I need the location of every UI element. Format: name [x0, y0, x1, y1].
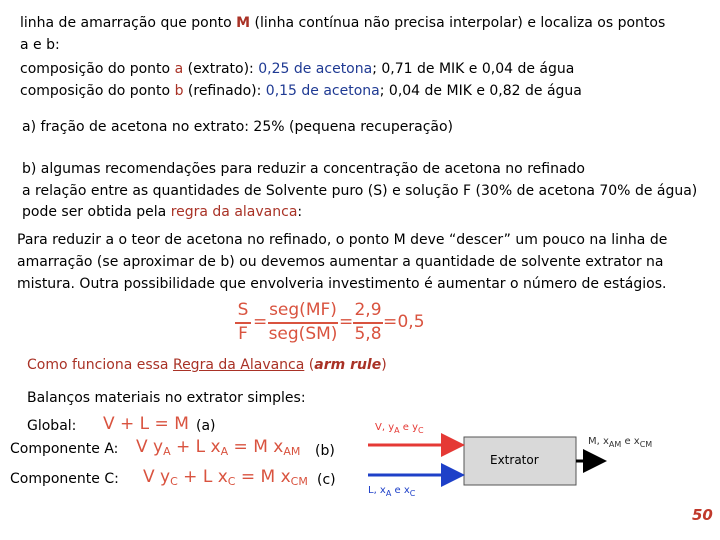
eq-term: + L x	[177, 467, 228, 487]
intro-text: (linha contínua não precisa interpolar) e localiza os pontos	[250, 15, 666, 31]
eq-term: V y	[136, 437, 164, 457]
formula-result: 0,5	[397, 312, 425, 332]
intro-line-2: a e b:	[20, 37, 60, 53]
formula-den-f: F	[238, 324, 248, 344]
formula-num-mf: seg(MF)	[269, 300, 337, 320]
intro-text: (refinado):	[183, 83, 266, 99]
eq-term: + L x	[170, 437, 221, 457]
balances-title: Balanços materiais no extrator simples:	[27, 390, 306, 406]
intro-text: (extrato):	[183, 61, 259, 77]
component-c-equation	[143, 468, 308, 491]
formula-equals: =	[383, 312, 398, 332]
para-line-3: mistura. Outra possibilidade que envolveria investimento é aumentar o número de estágios.	[17, 276, 667, 292]
heading-text: (	[304, 357, 315, 373]
top-stream-label	[375, 422, 424, 435]
item-b-line-3	[22, 203, 302, 221]
component-a-equation	[136, 438, 300, 461]
eq-subscript: CM	[290, 475, 308, 488]
lever-rule-formula	[235, 298, 425, 348]
intro-line-4	[20, 82, 582, 100]
item-b-line-2: a relação entre as quantidades de Solvente puro (S) e solução F (30% de acetona 70% de água)	[22, 183, 698, 199]
intro-text: composição do ponto	[20, 83, 175, 99]
acetone-fraction-b: 0,15 de acetona	[265, 83, 380, 99]
stream-subscript: AM	[608, 440, 622, 449]
stream-text: L, x	[368, 485, 386, 496]
component-a-tag: (b)	[315, 443, 335, 459]
stream-subscript: A	[394, 426, 400, 435]
item-b-line-1: b) algumas recomendações para reduzir a concentração de acetona no refinado	[22, 161, 585, 177]
stream-subscript: A	[385, 489, 392, 498]
stream-subscript: C	[409, 489, 416, 498]
stream-text: e y	[399, 422, 419, 433]
stream-text: e x	[621, 436, 640, 447]
bottom-stream-label	[368, 485, 415, 498]
intro-text: composição do ponto	[20, 61, 175, 77]
para-line-2: amarração (se aproximar de b) ou devemos aumentar a quantidade de solvente extrator na	[17, 254, 664, 270]
eq-subscript: AM	[283, 445, 301, 458]
intro-line-1	[20, 14, 665, 32]
eq-term: V y	[143, 467, 171, 487]
formula-den-sm: seg(SM)	[268, 324, 338, 344]
formula-num-value: 2,9	[354, 300, 382, 320]
intro-text: linha de amarração que ponto	[20, 15, 237, 31]
formula-num-s: S	[237, 300, 249, 320]
eq-subscript: A	[163, 445, 171, 458]
extractor-diagram	[360, 415, 690, 505]
stream-text: V, y	[375, 422, 395, 433]
stream-subscript: C	[418, 426, 424, 435]
global-label: Global:	[27, 418, 77, 434]
eq-subscript: C	[170, 475, 178, 488]
stream-text: e x	[391, 485, 410, 496]
component-c-label: Componente C:	[10, 471, 119, 487]
formula-den-value: 5,8	[354, 324, 382, 344]
extractor-label: Extrator	[490, 453, 539, 467]
intro-text: ; 0,04 de MIK e 0,82 de água	[379, 83, 582, 99]
global-equation: V + L = M	[103, 414, 189, 434]
item-b-text: pode ser obtida pela	[22, 204, 171, 220]
component-a-label: Componente A:	[10, 441, 119, 457]
stream-text: M, x	[588, 436, 609, 447]
acetone-fraction-a: 0,25 de acetona	[258, 61, 373, 77]
eq-subscript: C	[227, 475, 236, 488]
formula-equals: =	[253, 312, 268, 332]
formula-equals: =	[339, 312, 354, 332]
para-line-1: Para reduzir a o teor de acetona no refinado, o ponto M deve “descer” um pouco na linha de	[17, 232, 668, 248]
component-c-tag: (c)	[317, 472, 336, 488]
heading-text: )	[381, 357, 387, 373]
arm-rule-term: arm rule	[314, 357, 382, 373]
point-b-label: b	[174, 83, 184, 99]
point-a-label: a	[174, 61, 184, 77]
eq-term: = M x	[228, 437, 284, 457]
lever-rule-heading	[27, 356, 387, 374]
page-number: 50	[692, 506, 713, 524]
heading-text: Como funciona essa	[27, 357, 173, 373]
intro-text: ; 0,71 de MIK e 0,04 de água	[372, 61, 575, 77]
lever-rule-link: Regra da Alavanca	[172, 357, 305, 373]
eq-term: = M x	[235, 467, 291, 487]
intro-line-3	[20, 60, 574, 78]
stream-subscript: CM	[639, 440, 653, 449]
right-stream-label	[588, 436, 652, 449]
item-b-text: :	[297, 204, 303, 220]
lever-rule-term: regra da alavanca	[170, 204, 298, 220]
point-m-label: M	[236, 15, 251, 31]
eq-subscript: A	[220, 445, 229, 458]
global-tag: (a)	[196, 418, 216, 434]
item-a: a) fração de acetona no extrato: 25% (pequena recuperação)	[22, 119, 454, 135]
